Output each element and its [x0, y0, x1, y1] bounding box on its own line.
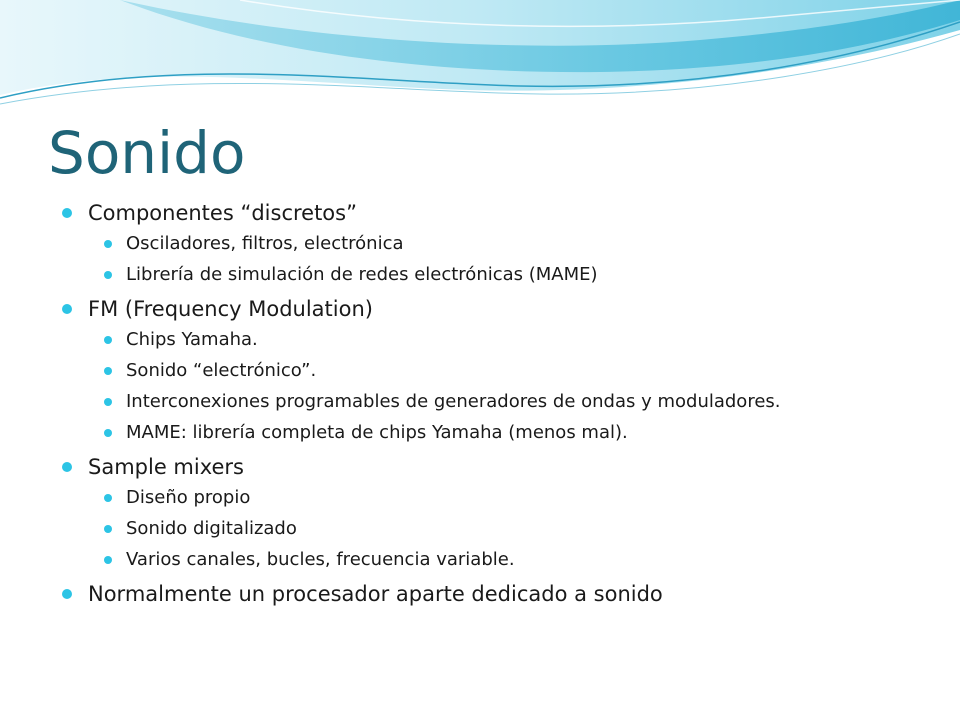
- sub-bullet-item: Sonido “electrónico”.: [88, 361, 920, 381]
- bullet-text: Componentes “discretos”: [88, 201, 357, 225]
- sub-bullet-item: Sonido digitalizado: [88, 519, 920, 539]
- bullet-text: Normalmente un procesador aparte dedicado a sonido: [88, 582, 663, 606]
- bullet-item: [60, 200, 920, 285]
- bullet-text: Sample mixers: [88, 455, 244, 479]
- bullet-item: [60, 454, 920, 570]
- bullet-text: FM (Frequency Modulation): [88, 297, 373, 321]
- sub-bullet-item: Librería de simulación de redes electrónicas (MAME): [88, 265, 920, 285]
- sub-bullet-item: Chips Yamaha.: [88, 330, 920, 350]
- sub-bullet-item: MAME: librería completa de chips Yamaha (menos mal).: [88, 423, 920, 443]
- sub-bullet-list: [88, 330, 920, 443]
- bullet-list: [60, 200, 920, 607]
- slide-title: Sonido: [48, 119, 246, 187]
- sub-bullet-item: Interconexiones programables de generadores de ondas y moduladores.: [88, 392, 920, 412]
- slide-content: [60, 200, 920, 613]
- bullet-item: [60, 581, 920, 607]
- sub-bullet-list: [88, 488, 920, 570]
- header-wave-decoration: [0, 0, 960, 120]
- bullet-item: [60, 296, 920, 443]
- sub-bullet-item: Diseño propio: [88, 488, 920, 508]
- sub-bullet-list: [88, 234, 920, 285]
- sub-bullet-item: Osciladores, filtros, electrónica: [88, 234, 920, 254]
- sub-bullet-item: Varios canales, bucles, frecuencia variable.: [88, 550, 920, 570]
